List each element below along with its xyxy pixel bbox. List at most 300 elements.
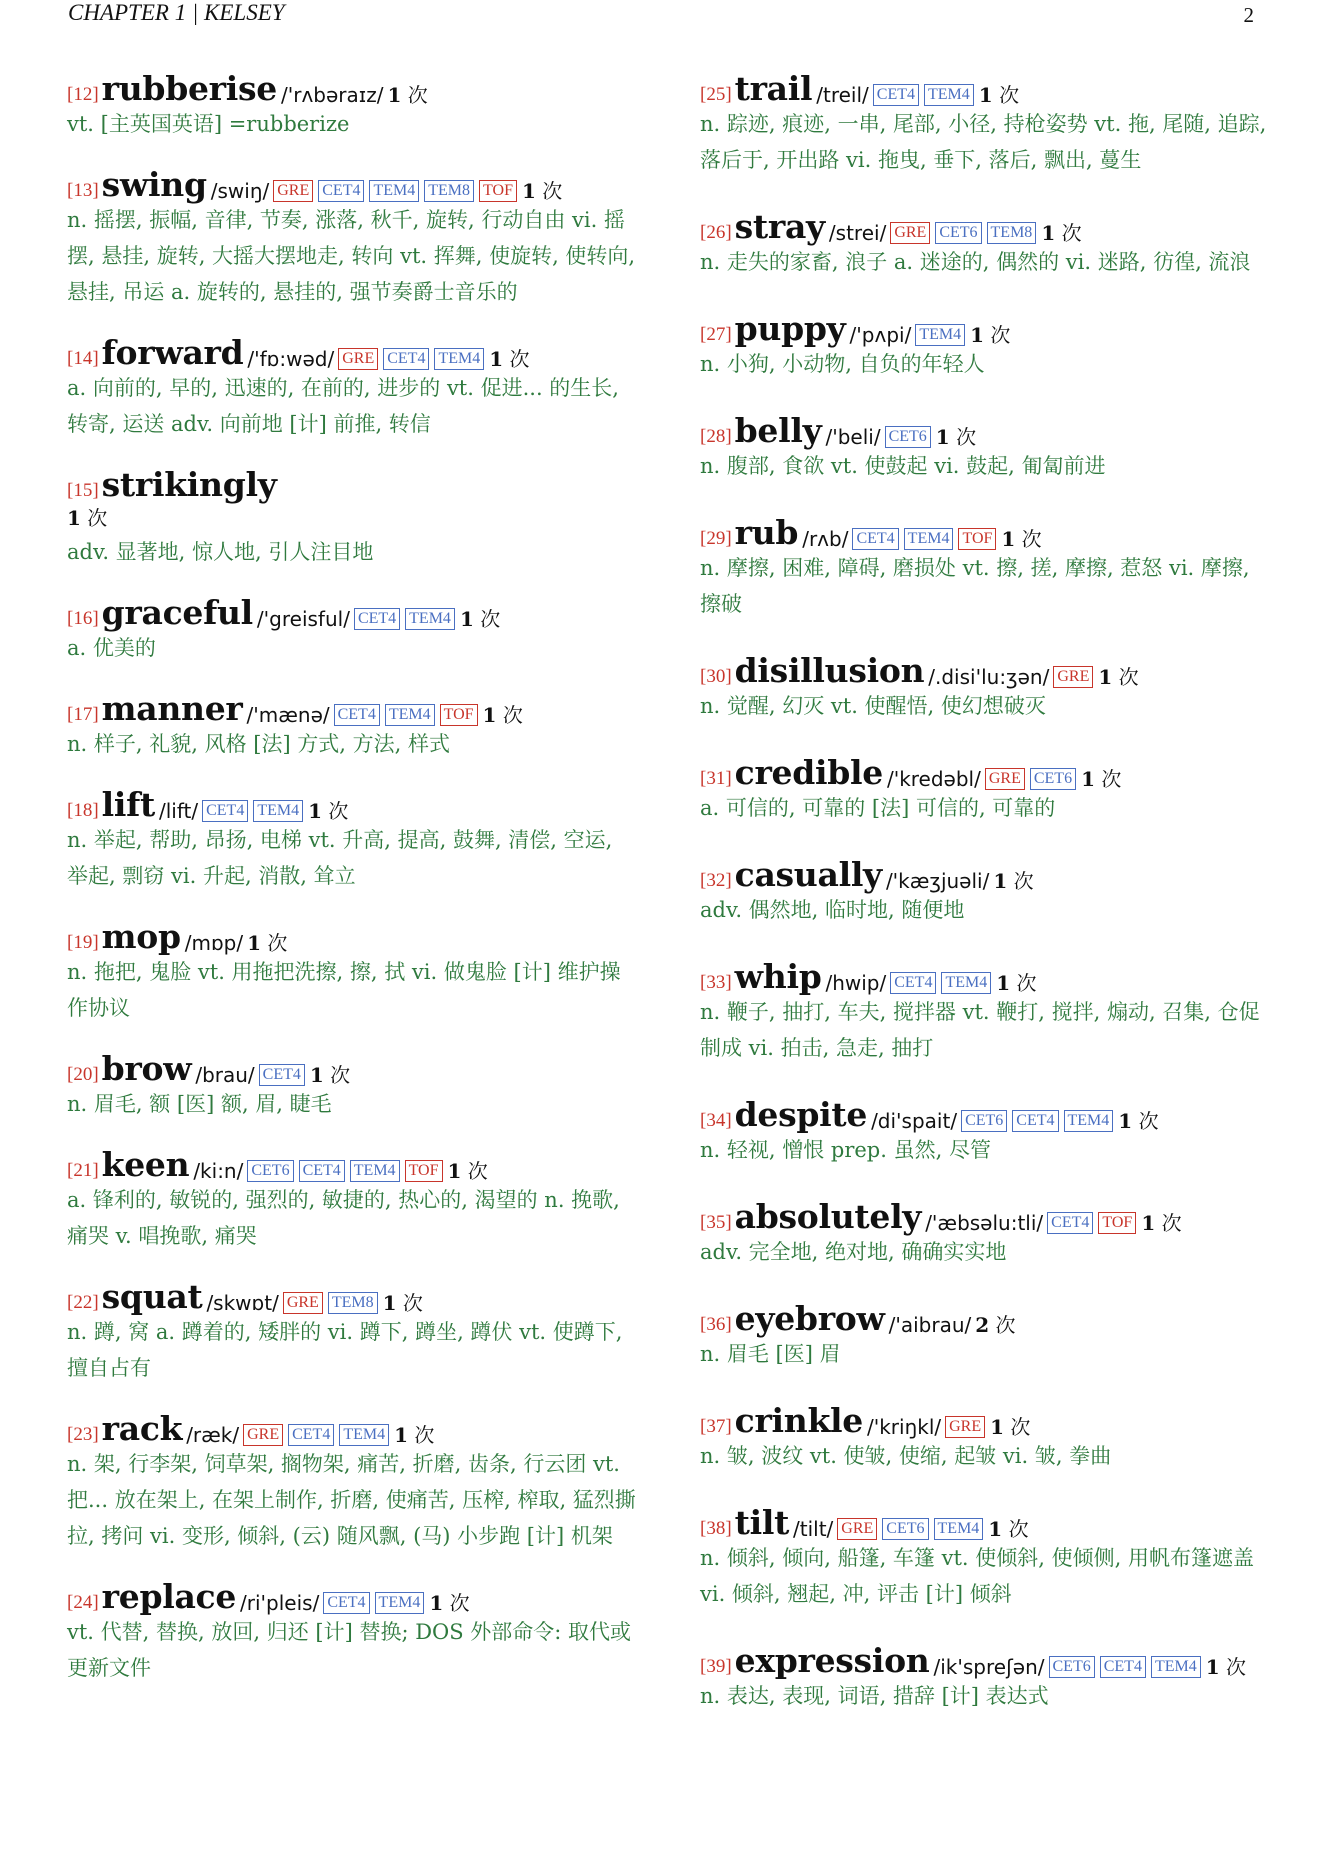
headword: trail: [734, 69, 813, 108]
exam-tag: TEM4: [405, 608, 455, 630]
frequency-unit: 次: [1101, 767, 1122, 791]
exam-tag: TEM4: [434, 348, 484, 370]
entry-index: [19]: [67, 932, 99, 953]
headword-line: [67, 466, 639, 502]
word-entry: [700, 208, 1272, 280]
headword-line: [67, 918, 639, 954]
exam-tag: TOF: [479, 180, 517, 202]
exam-tag: TEM4: [915, 324, 965, 346]
word-entry: [700, 310, 1272, 382]
entry-index: [22]: [67, 1292, 99, 1313]
exam-tag: GRE: [243, 1424, 283, 1446]
definition: n. 蹲, 窝 a. 蹲着的, 矮胖的 vi. 蹲下, 蹲坐, 蹲伏 vt. 使蹲下, 擅自占有: [67, 1320, 623, 1380]
entry-index: [34]: [700, 1110, 732, 1131]
frequency-count: [383, 1292, 423, 1314]
headword: keen: [101, 1145, 190, 1184]
entry-index: [23]: [67, 1424, 99, 1445]
exam-tag: CET4: [383, 348, 429, 370]
frequency-count: [489, 348, 529, 370]
definition: adv. 显著地, 惊人地, 引人注目地: [67, 540, 374, 564]
phonetic: /brau/: [195, 1063, 255, 1087]
frequency-count: [308, 800, 348, 822]
frequency-count: [429, 1592, 469, 1614]
definition: n. 眉毛 [医] 眉: [700, 1342, 841, 1366]
headword: belly: [734, 411, 822, 450]
entry-index: [24]: [67, 1592, 99, 1613]
frequency-count: [993, 870, 1033, 892]
definition: vt. 代替, 替换, 放回, 归还 [计] 替换; DOS 外部命令: 取代或更新文件: [67, 1620, 632, 1680]
frequency-number: 1: [308, 799, 323, 823]
headword: eyebrow: [734, 1299, 885, 1338]
exam-tag: CET6: [882, 1518, 928, 1540]
frequency-count: [1081, 768, 1121, 790]
frequency-number: 1: [489, 347, 504, 371]
entry-index: [12]: [67, 84, 99, 105]
headword: rub: [734, 513, 799, 552]
definition: n. 倾斜, 倾向, 船篷, 车篷 vt. 使倾斜, 使倾侧, 用帆布篷遮盖 vi. 倾斜, 翘起, 冲, 评击 [计] 倾斜: [700, 1546, 1254, 1606]
left-column: [67, 70, 639, 1686]
frequency-count: [387, 84, 427, 106]
page-header: [68, 0, 1254, 30]
entry-index: [33]: [700, 972, 732, 993]
word-entry: [67, 334, 639, 442]
phonetic: /.disi'lu:ʒən/: [928, 665, 1050, 689]
headword-line: [700, 70, 1272, 106]
exam-tag: CET4: [202, 800, 248, 822]
definition: n. 轻视, 憎恨 prep. 虽然, 尽管: [700, 1138, 991, 1162]
word-entry: [700, 856, 1272, 928]
frequency-number: 1: [1205, 1655, 1220, 1679]
frequency-number: 1: [1041, 221, 1056, 245]
exam-tag: TOF: [958, 528, 996, 550]
frequency-count: [310, 1064, 350, 1086]
definition: n. 样子, 礼貌, 风格 [法] 方式, 方法, 样式: [67, 732, 451, 756]
exam-tag: CET6: [1030, 768, 1076, 790]
frequency-count: [1001, 528, 1041, 550]
definition: n. 举起, 帮助, 昂扬, 电梯 vt. 升高, 提高, 鼓舞, 清偿, 空运, 举起, 剽窃 vi. 升起, 消散, 耸立: [67, 828, 613, 888]
entry-index: [20]: [67, 1064, 99, 1085]
phonetic: /'æbsəlu:tli/: [925, 1211, 1044, 1235]
exam-tag: TEM4: [941, 972, 991, 994]
exam-tag: CET4: [259, 1064, 305, 1086]
exam-tag: TEM4: [375, 1592, 425, 1614]
frequency-number: 1: [978, 83, 993, 107]
word-entry: [700, 70, 1272, 178]
word-entry: [700, 1642, 1272, 1714]
exam-tag: TEM4: [1151, 1656, 1201, 1678]
exam-tags: [283, 1292, 378, 1314]
phonetic: /ræk/: [186, 1423, 240, 1447]
frequency-unit: 次: [1061, 221, 1082, 245]
exam-tag: TEM4: [369, 180, 419, 202]
definition: n. 架, 行李架, 饲草架, 搁物架, 痛苦, 折磨, 齿条, 行云团 vt. 把... 放在架上, 在架上制作, 折磨, 使痛苦, 压榨, 榨取, 猛烈撕拉, 拷问 vi. 变形, 倾斜, (云) 随风飘, (马) 小步跑 [计] 机架: [67, 1452, 636, 1548]
phonetic: /'beli/: [825, 425, 881, 449]
definition: adv. 偶然地, 临时地, 随便地: [700, 898, 965, 922]
headword-line: [700, 754, 1272, 790]
exam-tag: CET6: [935, 222, 981, 244]
frequency-line: [67, 502, 639, 534]
frequency-number: 1: [521, 179, 536, 203]
word-entry: [700, 1402, 1272, 1474]
frequency-number: 2: [975, 1313, 990, 1337]
exam-tag: GRE: [338, 348, 378, 370]
frequency-count: [1141, 1212, 1181, 1234]
definition: n. 鞭子, 抽打, 车夫, 搅拌器 vt. 鞭打, 搅拌, 煽动, 召集, 仓促制成 vi. 拍击, 急走, 抽打: [700, 1000, 1260, 1060]
exam-tag: TEM4: [253, 800, 303, 822]
exam-tag: CET4: [323, 1592, 369, 1614]
word-entry: [67, 1050, 639, 1122]
frequency-count: [1098, 666, 1138, 688]
phonetic: /'kæʒjuəli/: [885, 869, 990, 893]
exam-tag: CET4: [873, 84, 919, 106]
frequency-unit: 次: [328, 799, 349, 823]
page-number: 2: [1243, 3, 1254, 27]
definition: a. 可信的, 可靠的 [法] 可信的, 可靠的: [700, 796, 1056, 820]
headword: graceful: [101, 593, 253, 632]
frequency-number: 1: [309, 1063, 324, 1087]
exam-tag: GRE: [837, 1518, 877, 1540]
word-entry: [67, 1278, 639, 1386]
exam-tag: CET4: [852, 528, 898, 550]
frequency-count: [975, 1314, 1015, 1336]
exam-tag: CET4: [354, 608, 400, 630]
definition: n. 摩擦, 困难, 障碍, 磨损处 vt. 擦, 搓, 摩擦, 惹怒 vi. 摩擦, 擦破: [700, 556, 1250, 616]
exam-tags: [852, 528, 996, 550]
frequency-number: 1: [990, 1415, 1005, 1439]
headword-line: [700, 1096, 1272, 1132]
definition: n. 摇摆, 振幅, 音律, 节奏, 涨落, 秋千, 旋转, 行动自由 vi. 摇摆, 悬挂, 旋转, 大摇大摆地走, 转向 vt. 挥舞, 使旋转, 使转向, 悬挂, 吊运 a. 旋转的, 悬挂的, 强节奏爵士音乐的: [67, 208, 636, 304]
headword: puppy: [734, 309, 846, 348]
definition: a. 锋利的, 敏锐的, 强烈的, 敏捷的, 热心的, 渴望的 n. 挽歌, 痛哭 v. 唱挽歌, 痛哭: [67, 1188, 620, 1248]
entry-index: [32]: [700, 870, 732, 891]
definition: n. 小狗, 小动物, 自负的年轻人: [700, 352, 985, 376]
frequency-count: [247, 932, 287, 954]
entry-index: [18]: [67, 800, 99, 821]
phonetic: /hwip/: [825, 971, 887, 995]
exam-tag: CET4: [1012, 1110, 1058, 1132]
headword-line: [700, 208, 1272, 244]
exam-tag: TOF: [1098, 1212, 1136, 1234]
exam-tags: [273, 180, 517, 202]
entry-index: [21]: [67, 1160, 99, 1181]
frequency-count: [970, 324, 1010, 346]
exam-tag: GRE: [890, 222, 930, 244]
frequency-unit: 次: [1008, 1517, 1029, 1541]
frequency-count: [460, 608, 500, 630]
exam-tag: TEM4: [934, 1518, 984, 1540]
frequency-unit: 次: [1118, 665, 1139, 689]
definition: n. 表达, 表现, 词语, 措辞 [计] 表达式: [700, 1684, 1049, 1708]
exam-tag: TEM8: [987, 222, 1037, 244]
frequency-number: 1: [1081, 767, 1095, 791]
frequency-count: [483, 704, 523, 726]
frequency-unit: 次: [1010, 1415, 1031, 1439]
headword-line: [67, 1578, 639, 1614]
exam-tags: [945, 1416, 985, 1438]
headword: disillusion: [734, 651, 925, 690]
exam-tag: TEM8: [328, 1292, 378, 1314]
frequency-count: [522, 180, 562, 202]
frequency-unit: 次: [999, 83, 1020, 107]
word-entry: [700, 652, 1272, 724]
phonetic: /rʌb/: [802, 527, 849, 551]
phonetic: /'mænə/: [246, 703, 330, 727]
frequency-number: 1: [1118, 1109, 1133, 1133]
word-entry: [700, 1096, 1272, 1168]
frequency-number: 1: [447, 1159, 462, 1183]
frequency-number: 1: [1001, 527, 1016, 551]
exam-tag: GRE: [283, 1292, 323, 1314]
headword-line: [67, 690, 639, 726]
frequency-count: [448, 1160, 488, 1182]
exam-tag: CET4: [1100, 1656, 1146, 1678]
headword: strikingly: [101, 465, 277, 504]
entry-index: [35]: [700, 1212, 732, 1233]
headword-line: [67, 334, 639, 370]
frequency-unit: 次: [995, 1313, 1016, 1337]
headword: despite: [734, 1095, 868, 1134]
exam-tags: [890, 222, 1036, 244]
phonetic: /ri'pleis/: [240, 1591, 320, 1615]
phonetic: /swiŋ/: [210, 179, 270, 203]
exam-tags: [354, 608, 455, 630]
exam-tag: TEM4: [350, 1160, 400, 1182]
definition: n. 眉毛, 额 [医] 额, 眉, 睫毛: [67, 1092, 332, 1116]
exam-tag: TOF: [405, 1160, 443, 1182]
phonetic: /skwɒt/: [206, 1291, 279, 1315]
entry-index: [31]: [700, 768, 732, 789]
phonetic: /'aibrau/: [888, 1313, 972, 1337]
word-entry: [700, 412, 1272, 484]
frequency-number: 1: [996, 971, 1011, 995]
exam-tags: [323, 1592, 424, 1614]
frequency-count: [394, 1424, 434, 1446]
word-entry: [67, 1578, 639, 1686]
exam-tag: CET4: [890, 972, 936, 994]
frequency-number: 1: [935, 425, 950, 449]
exam-tags: [259, 1064, 305, 1086]
exam-tag: TEM4: [904, 528, 954, 550]
exam-tags: [890, 972, 991, 994]
frequency-unit: 次: [1161, 1211, 1182, 1235]
exam-tags: [837, 1518, 983, 1540]
frequency-unit: 次: [1226, 1655, 1246, 1679]
exam-tag: CET4: [318, 180, 364, 202]
headword: rubberise: [101, 69, 277, 108]
exam-tag: TEM4: [924, 84, 974, 106]
exam-tag: CET4: [1047, 1212, 1093, 1234]
headword: tilt: [734, 1503, 790, 1542]
headword: manner: [101, 689, 243, 728]
frequency-number: 1: [988, 1517, 1003, 1541]
exam-tag: GRE: [1053, 666, 1093, 688]
exam-tags: [1047, 1212, 1136, 1234]
definition: n. 觉醒, 幻灭 vt. 使醒悟, 使幻想破灭: [700, 694, 1046, 718]
phonetic: /'rʌbəraɪz/: [280, 83, 384, 107]
frequency-unit: 次: [956, 425, 977, 449]
frequency-unit: 次: [87, 506, 108, 530]
frequency-unit: 次: [267, 931, 288, 955]
word-entry: [700, 754, 1272, 826]
frequency-number: 1: [387, 83, 402, 107]
exam-tag: TEM4: [1064, 1110, 1114, 1132]
frequency-count: [67, 507, 107, 529]
headword: absolutely: [734, 1197, 922, 1236]
headword: squat: [101, 1277, 203, 1316]
frequency-unit: 次: [480, 607, 501, 631]
frequency-number: 1: [1098, 665, 1113, 689]
exam-tag: CET4: [288, 1424, 334, 1446]
exam-tag: GRE: [945, 1416, 985, 1438]
phonetic: /di'spait/: [871, 1109, 958, 1133]
frequency-number: 1: [394, 1423, 409, 1447]
headword: crinkle: [734, 1401, 863, 1440]
headword-line: [700, 856, 1272, 892]
frequency-unit: 次: [542, 179, 563, 203]
word-entry: [67, 918, 639, 1026]
exam-tag: TEM4: [339, 1424, 389, 1446]
phonetic: /mɒp/: [184, 931, 244, 955]
word-entry: [700, 1504, 1272, 1612]
headword-line: [67, 1278, 639, 1314]
word-entry: [700, 958, 1272, 1066]
headword: whip: [734, 957, 822, 996]
headword-line: [67, 1050, 639, 1086]
word-entry: [700, 1198, 1272, 1270]
definition: n. 皱, 波纹 vt. 使皱, 使缩, 起皱 vi. 皱, 拳曲: [700, 1444, 1112, 1468]
frequency-count: [936, 426, 976, 448]
headword: expression: [734, 1641, 930, 1680]
definition: a. 向前的, 早的, 迅速的, 在前的, 进步的 vt. 促进... 的生长, 转寄, 运送 adv. 向前地 [计] 前推, 转信: [67, 376, 619, 436]
definition: adv. 完全地, 绝对地, 确确实实地: [700, 1240, 1007, 1264]
word-entry: [700, 1300, 1272, 1372]
headword: brow: [101, 1049, 192, 1088]
phonetic: /ki:n/: [193, 1159, 244, 1183]
frequency-count: [988, 1518, 1028, 1540]
frequency-number: 1: [482, 703, 497, 727]
entry-index: [25]: [700, 84, 732, 105]
entry-index: [13]: [67, 180, 99, 201]
headword-line: [700, 652, 1272, 688]
exam-tags: [873, 84, 974, 106]
exam-tag: CET6: [885, 426, 931, 448]
frequency-unit: 次: [1013, 869, 1034, 893]
entry-index: [26]: [700, 222, 732, 243]
definition: n. 踪迹, 痕迹, 一串, 尾部, 小径, 持枪姿势 vt. 拖, 尾随, 追踪, 落后于, 开出路 vi. 拖曳, 垂下, 落后, 飘出, 蔓生: [700, 112, 1267, 172]
entry-index: [15]: [67, 480, 99, 501]
entry-index: [38]: [700, 1518, 732, 1539]
headword-line: [700, 412, 1272, 448]
word-entry: [67, 466, 639, 570]
frequency-number: 1: [382, 1291, 397, 1315]
frequency-unit: 次: [509, 347, 530, 371]
exam-tag: TEM8: [424, 180, 474, 202]
entry-index: [29]: [700, 528, 732, 549]
frequency-unit: 次: [1016, 971, 1037, 995]
exam-tags: [1049, 1656, 1201, 1678]
frequency-unit: 次: [402, 1291, 423, 1315]
frequency-number: 1: [67, 506, 81, 530]
frequency-unit: 次: [330, 1063, 351, 1087]
frequency-unit: 次: [1138, 1109, 1159, 1133]
headword: rack: [101, 1409, 183, 1448]
frequency-unit: 次: [467, 1159, 488, 1183]
phonetic: /'greisful/: [256, 607, 350, 631]
exam-tag: CET6: [1049, 1656, 1095, 1678]
frequency-number: 1: [247, 931, 262, 955]
frequency-number: 1: [1141, 1211, 1156, 1235]
exam-tags: [247, 1160, 442, 1182]
headword: swing: [101, 165, 207, 204]
headword-line: [67, 594, 639, 630]
entry-index: [39]: [700, 1656, 732, 1677]
exam-tags: [961, 1110, 1113, 1132]
exam-tags: [243, 1424, 389, 1446]
exam-tag: CET6: [961, 1110, 1007, 1132]
word-entry: [67, 70, 639, 142]
frequency-number: 1: [459, 607, 474, 631]
exam-tag: TOF: [440, 704, 478, 726]
frequency-number: 1: [970, 323, 985, 347]
definition: n. 走失的家畜, 浪子 a. 迷途的, 偶然的 vi. 迷路, 彷徨, 流浪: [700, 250, 1251, 274]
frequency-count: [996, 972, 1036, 994]
entry-index: [37]: [700, 1416, 732, 1437]
entry-index: [30]: [700, 666, 732, 687]
word-entry: [700, 514, 1272, 622]
frequency-count: [1041, 222, 1081, 244]
frequency-unit: 次: [449, 1591, 470, 1615]
entry-index: [16]: [67, 608, 99, 629]
headword: lift: [101, 785, 155, 824]
entry-index: [28]: [700, 426, 732, 447]
definition: a. 优美的: [67, 636, 156, 660]
headword-line: [67, 1410, 639, 1446]
word-entry: [67, 594, 639, 666]
exam-tags: [1053, 666, 1093, 688]
right-column: [700, 70, 1272, 1714]
headword: casually: [734, 855, 882, 894]
definition: n. 腹部, 食欲 vt. 使鼓起 vi. 鼓起, 匍匐前进: [700, 454, 1106, 478]
exam-tag: CET4: [299, 1160, 345, 1182]
phonetic: /lift/: [158, 799, 199, 823]
frequency-unit: 次: [414, 1423, 435, 1447]
exam-tag: CET4: [334, 704, 380, 726]
headword-line: [67, 166, 639, 202]
word-entry: [67, 690, 639, 762]
headword-line: [700, 1198, 1272, 1234]
exam-tags: [915, 324, 965, 346]
word-entry: [67, 1410, 639, 1554]
exam-tags: [334, 704, 478, 726]
headword-line: [67, 1146, 639, 1182]
phonetic: /tilt/: [793, 1517, 834, 1541]
chapter-title: CHAPTER 1 | KELSEY: [68, 0, 285, 25]
headword-line: [700, 310, 1272, 346]
frequency-count: [979, 84, 1019, 106]
exam-tag: GRE: [273, 180, 313, 202]
entry-index: [36]: [700, 1314, 732, 1335]
frequency-unit: 次: [502, 703, 523, 727]
frequency-unit: 次: [1021, 527, 1042, 551]
phonetic: /strei/: [828, 221, 887, 245]
phonetic: /'kredəbl/: [886, 767, 981, 791]
word-entry: [67, 1146, 639, 1254]
exam-tags: [338, 348, 484, 370]
word-entry: [67, 786, 639, 894]
definition: n. 拖把, 鬼脸 vt. 用拖把洗擦, 擦, 拭 vi. 做鬼脸 [计] 维护操作协议: [67, 960, 621, 1020]
exam-tag: GRE: [985, 768, 1025, 790]
headword: replace: [101, 1577, 237, 1616]
